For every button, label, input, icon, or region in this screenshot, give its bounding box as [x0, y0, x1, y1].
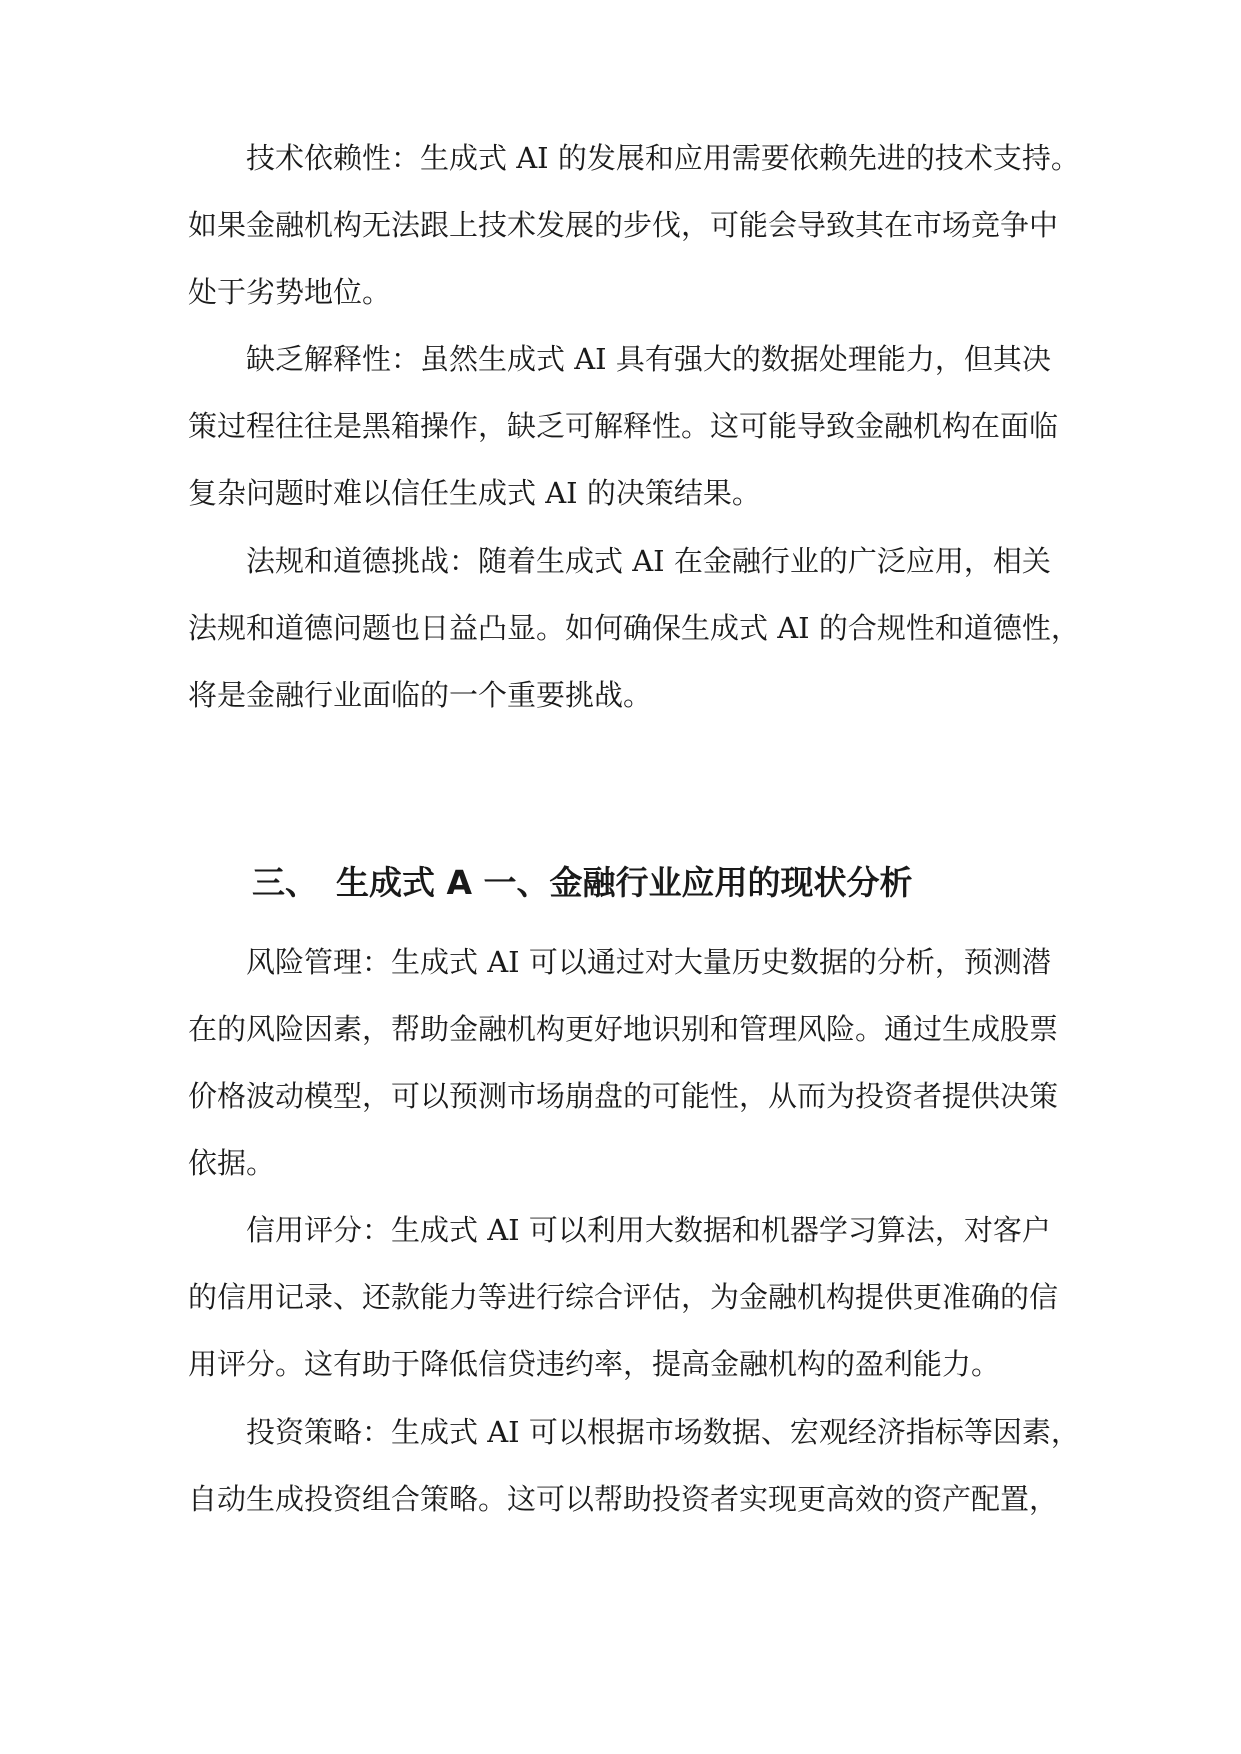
paragraph-line: 法规和道德挑战：随着生成式 AI 在金融行业的广泛应用，相关 — [246, 544, 1051, 578]
paragraph-line: 如果金融机构无法跟上技术发展的步伐，可能会导致其在市场竞争中 — [188, 208, 1059, 242]
paragraph-line: 策过程往往是黑箱操作，缺乏可解释性。这可能导致金融机构在面临 — [188, 409, 1059, 443]
paragraph-line: 依据。 — [188, 1146, 276, 1180]
paragraph-line: 的信用记录、还款能力等进行综合评估，为金融机构提供更准确的信 — [188, 1280, 1059, 1314]
paragraph-line: 技术依赖性：生成式 AI 的发展和应用需要依赖先进的技术支持。 — [246, 141, 1080, 175]
paragraph-line: 在的风险因素，帮助金融机构更好地识别和管理风险。通过生成股票 — [188, 1012, 1059, 1046]
paragraph-line: 信用评分：生成式 AI 可以利用大数据和机器学习算法，对客户 — [246, 1213, 1051, 1247]
paragraph-line: 用评分。这有助于降低信贷违约率，提高金融机构的盈利能力。 — [188, 1347, 1001, 1381]
paragraph-line: 将是金融行业面临的一个重要挑战。 — [188, 678, 653, 712]
section-title: 生成式 A 一、金融行业应用的现状分析 — [336, 863, 913, 902]
paragraph-line: 处于劣势地位。 — [188, 275, 392, 309]
paragraph-line: 自动生成投资组合策略。这可以帮助投资者实现更高效的资产配置， — [188, 1482, 1059, 1516]
section-heading — [252, 860, 913, 906]
paragraph-line: 法规和道德问题也日益凸显。如何确保生成式 AI 的合规性和道德性， — [188, 611, 1080, 645]
paragraph-line: 风险管理：生成式 AI 可以通过对大量历史数据的分析，预测潜 — [246, 945, 1051, 979]
section-number: 三、 — [252, 863, 318, 902]
paragraph-line: 投资策略：生成式 AI 可以根据市场数据、宏观经济指标等因素， — [246, 1415, 1080, 1449]
paragraph-line: 价格波动模型，可以预测市场崩盘的可能性，从而为投资者提供决策 — [188, 1079, 1059, 1113]
paragraph-line: 复杂问题时难以信任生成式 AI 的决策结果。 — [188, 476, 761, 510]
paragraph-line: 缺乏解释性：虽然生成式 AI 具有强大的数据处理能力，但其决 — [246, 342, 1051, 376]
